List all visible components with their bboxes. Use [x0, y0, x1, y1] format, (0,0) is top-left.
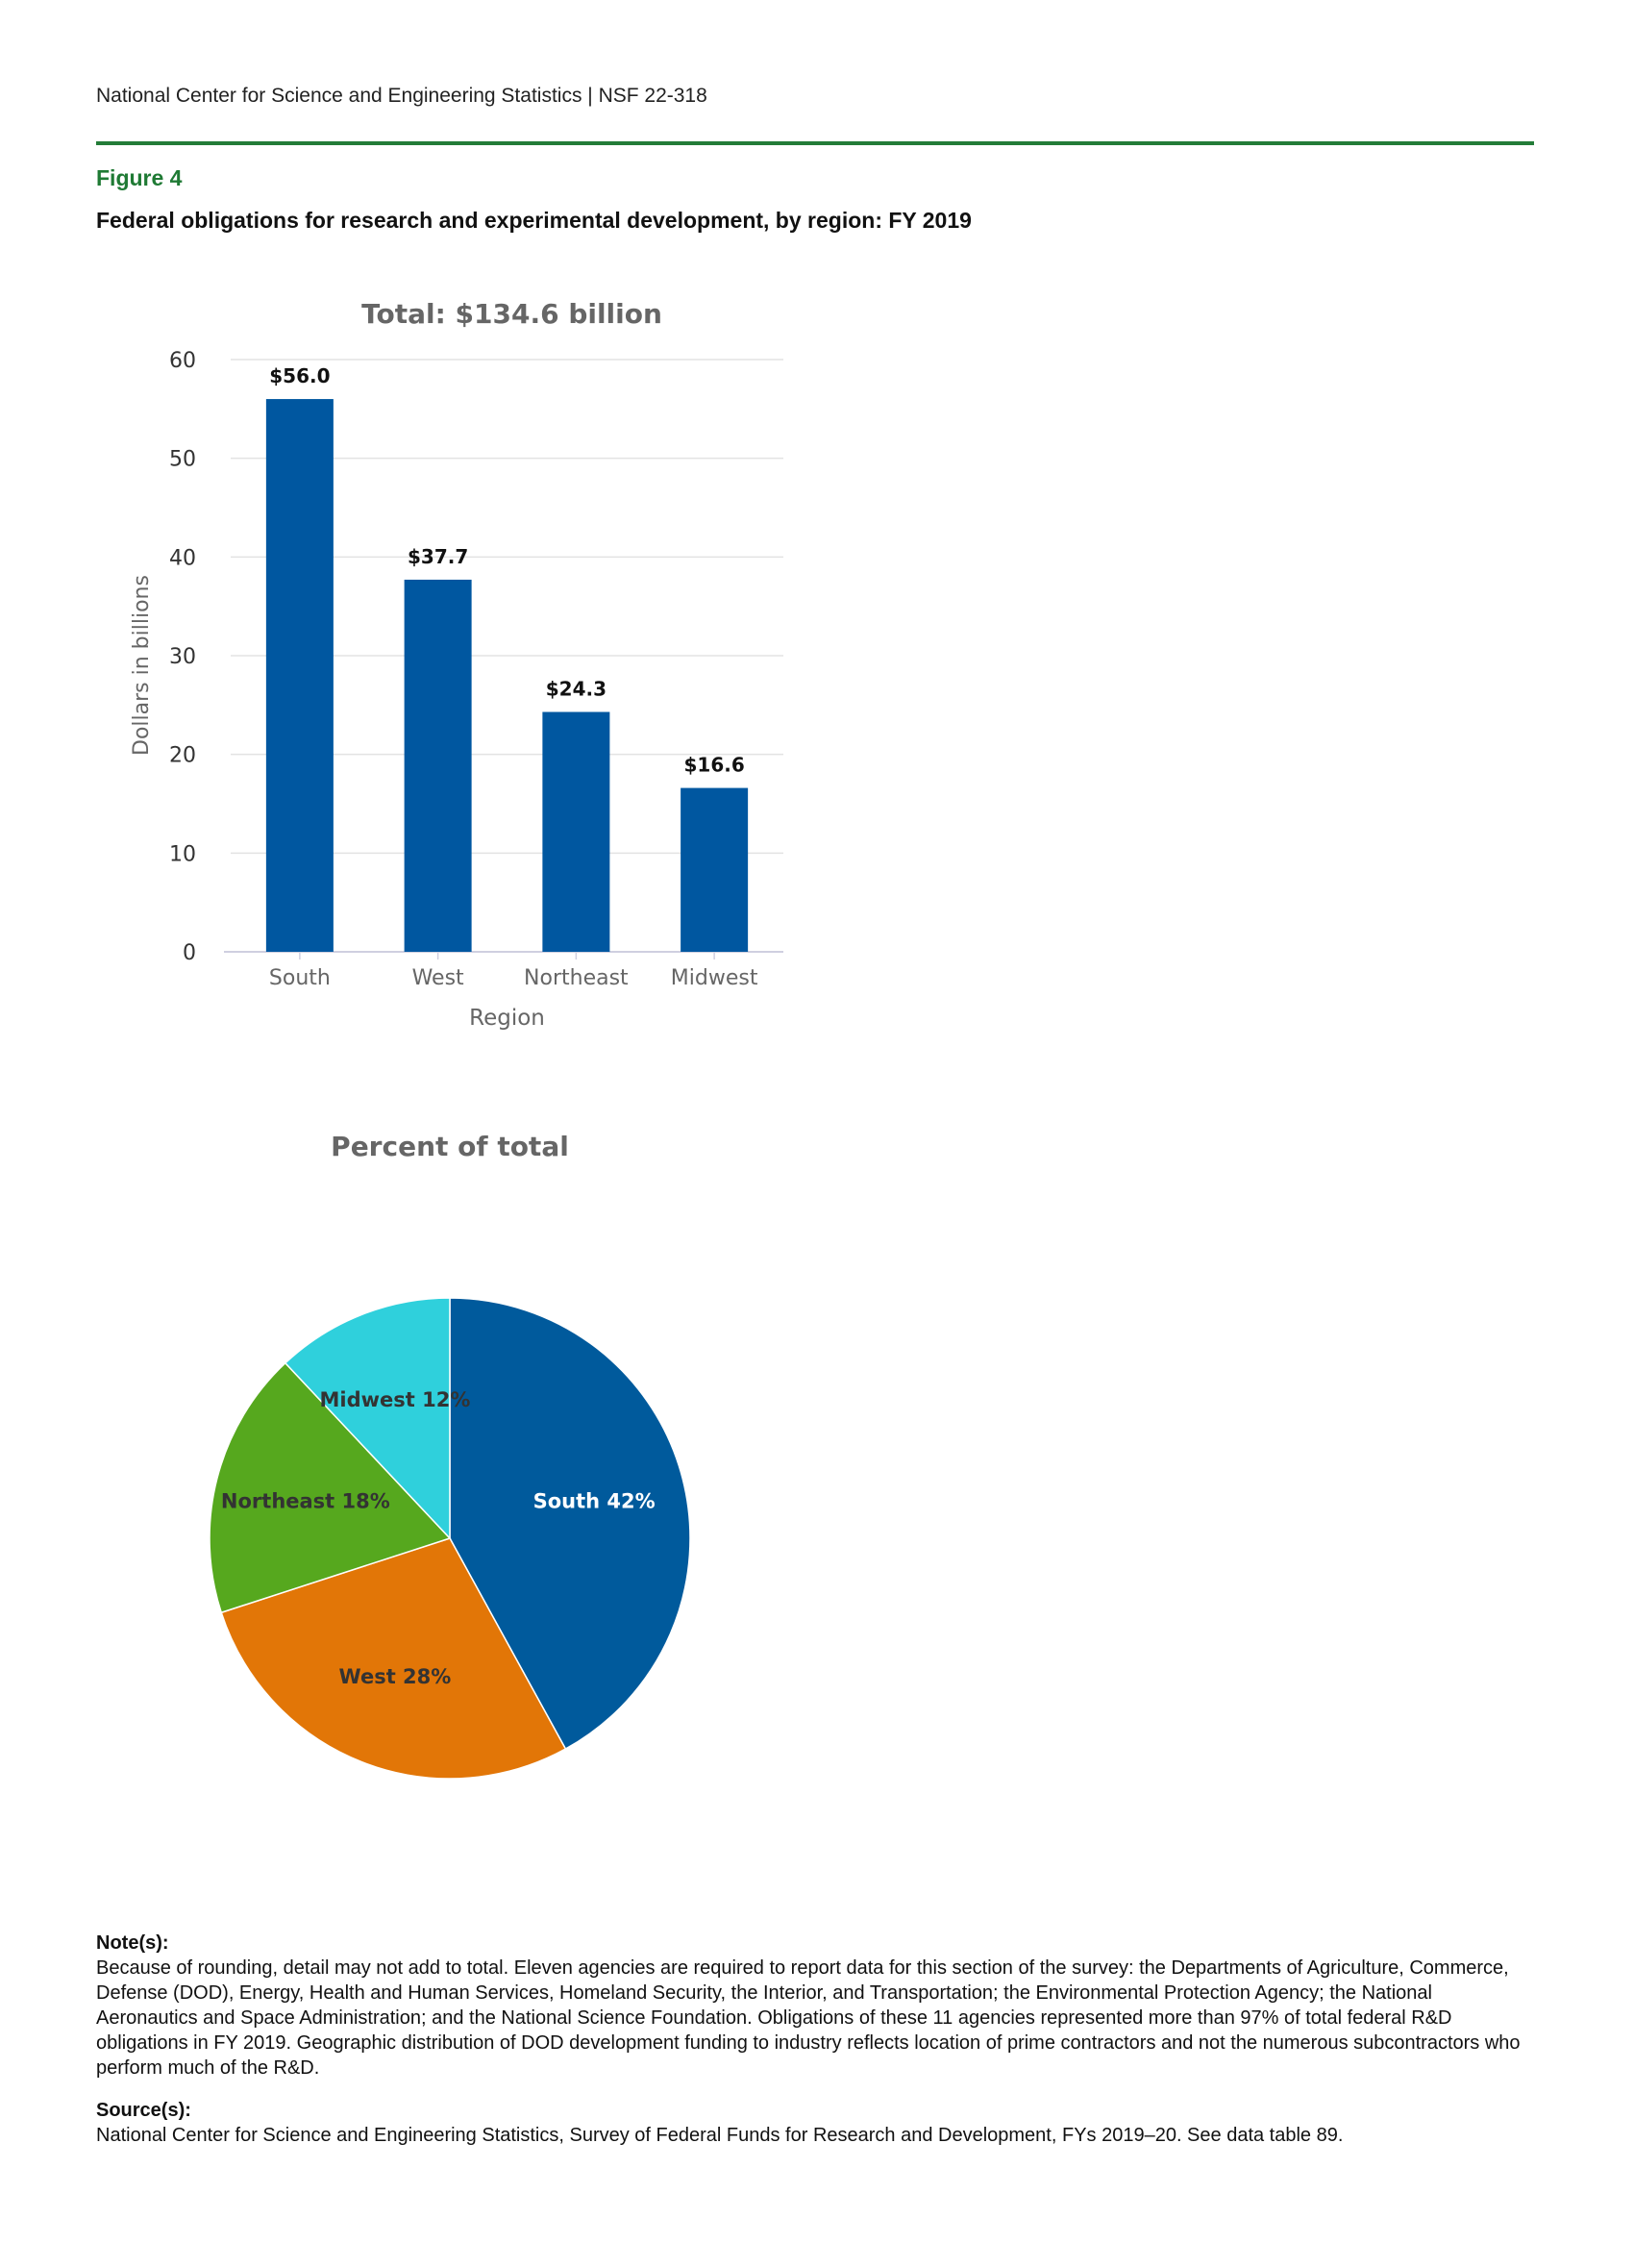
bar-chart-title: Total: $134.6 billion	[361, 298, 662, 330]
bar-data-label: $24.3	[545, 677, 607, 701]
header-divider	[96, 141, 1534, 145]
bar-west	[405, 580, 472, 952]
note-heading: Note(s):	[96, 1932, 169, 1954]
x-tick-label: West	[411, 966, 464, 990]
pie-chart	[96, 1115, 827, 1807]
bar-chart	[96, 279, 827, 1058]
figure-label: Figure 4	[96, 165, 183, 190]
y-axis-title: Dollars in billions	[130, 575, 154, 756]
y-tick-label: 10	[169, 842, 196, 867]
bar-northeast	[542, 712, 609, 952]
pie-slice-label: Northeast 18%	[220, 1489, 390, 1513]
y-tick-label: 0	[183, 941, 196, 965]
pie-slice-label: Midwest 12%	[319, 1387, 471, 1411]
figure-title: Federal obligations for research and experimental development, by region: FY 2019	[96, 208, 972, 233]
y-tick-label: 30	[169, 645, 196, 669]
y-tick-label: 60	[169, 349, 196, 373]
pie-slice-label: West 28%	[338, 1665, 452, 1689]
y-tick-label: 20	[169, 743, 196, 768]
note-text: Because of rounding, detail may not add to total. Eleven agencies are required to report data for this section of the survey: the Departments of Agriculture, Commerce, Defense (DOD), Energy, Health and Human Services, Homeland Security, the Interior, and Transportation; the Environmental Protection Agency; the National Aeronautics and Space Administration; and the National Science Foundation. Obligations of these 11 agencies represented more than 97% of total federal R&D obligations in FY 2019. Geographic distribution of DOD development funding to industry reflects location of prime contractors and not the numerous subcontractors who perform much of the R&D.	[96, 1957, 1521, 2079]
source-heading: Source(s):	[96, 2100, 191, 2121]
source-text: National Center for Science and Engineering Statistics, Survey of Federal Funds for Research and Development, FYs 2019–20. See data table 89.	[96, 2125, 1344, 2146]
y-tick-label: 50	[169, 447, 196, 472]
x-axis-title: Region	[469, 1006, 545, 1031]
x-tick-label: South	[268, 966, 331, 990]
bar-south	[266, 399, 334, 952]
pie-chart-title: Percent of total	[331, 1131, 569, 1162]
notes-section	[96, 1931, 1538, 2148]
page-header: National Center for Science and Engineering Statistics | NSF 22-318	[96, 85, 707, 107]
y-tick-label: 40	[169, 546, 196, 571]
bar-midwest	[681, 788, 748, 952]
bar-data-label: $56.0	[269, 364, 331, 388]
pie-slice-label: South 42%	[532, 1489, 656, 1513]
x-tick-label: Midwest	[670, 966, 758, 990]
x-tick-label: Northeast	[524, 966, 629, 990]
bar-data-label: $16.6	[683, 753, 745, 777]
bar-data-label: $37.7	[407, 544, 469, 568]
